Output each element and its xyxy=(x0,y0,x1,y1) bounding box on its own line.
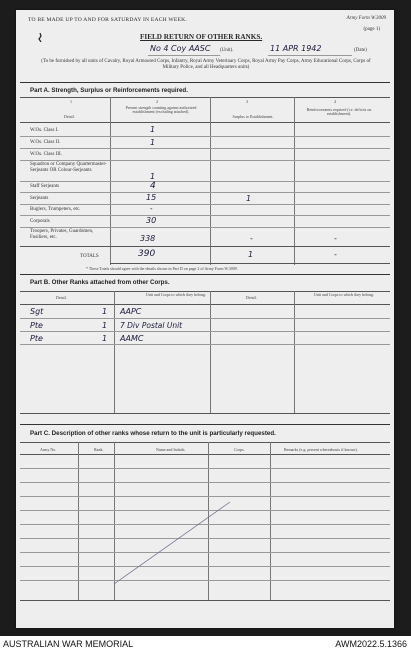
row-unit: AAMC xyxy=(120,334,144,343)
col-header-detail: Detail. xyxy=(56,295,67,300)
row-strength: - xyxy=(150,205,153,213)
row-count: 1 xyxy=(102,334,108,343)
part-c-col-divider xyxy=(270,442,271,600)
row-rule xyxy=(20,318,390,319)
unit-label: (Unit). xyxy=(220,48,234,53)
row-rule xyxy=(20,344,390,345)
row-rule xyxy=(20,227,390,228)
part-c-col-divider xyxy=(78,442,79,600)
part-b-bottom-rule xyxy=(20,413,390,414)
col-number: 4 xyxy=(334,99,336,104)
row-surplus: - xyxy=(250,234,253,243)
col-number: 1 xyxy=(70,99,72,104)
row-detail: Squadron or Company Quartermaster-Serjeants OR Colour-Serjeants xyxy=(30,162,107,173)
col-header-reinforcements: Reinforcements required (i.e. deficits on establishment). xyxy=(306,107,372,117)
totals-strength: 390 xyxy=(138,249,156,259)
form-page xyxy=(16,10,394,628)
part-a-heading: Part A. Strength, Surplus or Reinforcements required. xyxy=(30,87,188,94)
part-a-header-rule xyxy=(20,122,390,123)
part-c-heading: Part C. Description of other ranks whose return to the unit is particularly requested. xyxy=(30,430,276,437)
part-c-table-top xyxy=(20,442,390,443)
row-detail: Serjeants xyxy=(30,196,49,201)
part-a-table-top xyxy=(20,97,390,98)
row-strength: 1 xyxy=(150,172,156,181)
col-header-strength: Present strength counting against authorized establishment (excluding attached). xyxy=(125,105,197,115)
totals-reinforcements: - xyxy=(334,250,337,259)
row-rule xyxy=(20,192,390,193)
row-strength: 338 xyxy=(140,234,156,243)
col-header-surplus: Surplus to Establishment. xyxy=(232,114,274,119)
row-count: 1 xyxy=(102,307,108,316)
row-unit: AAPC xyxy=(120,307,142,316)
row-rank: Pte xyxy=(30,321,43,330)
part-b-heading: Part B. Other Ranks attached from other Corps. xyxy=(30,279,170,286)
date-underline xyxy=(268,55,352,56)
part-b-header-rule xyxy=(20,304,390,305)
row-rank: Sgt xyxy=(30,307,44,316)
row-rule xyxy=(20,204,390,205)
col-header-army-no: Army No. xyxy=(40,447,57,452)
archive-credit: AUSTRALIAN WAR MEMORIAL xyxy=(3,639,134,649)
col-number: 2 xyxy=(156,99,158,104)
part-c-bottom-rule xyxy=(20,600,390,601)
row-detail: Corporals xyxy=(30,219,50,224)
col-header-remarks: Remarks (e.g. present whereabouts if known). xyxy=(284,447,358,452)
col-header-rank: Rank. xyxy=(94,447,104,452)
row-count: 1 xyxy=(102,321,108,330)
row-surplus: 1 xyxy=(246,194,252,203)
row-rule xyxy=(20,246,390,247)
row-detail: W.Os. Class II. xyxy=(30,140,61,145)
totals-rule xyxy=(110,263,390,264)
row-strength: 4 xyxy=(150,181,156,191)
row-reinforcements: - xyxy=(334,234,337,243)
part-c-top-rule xyxy=(20,424,390,425)
instructions-text: (To be furnished by all units of Cavalry, Royal Armoured Corps, Infantry, Royal Army Veterinary Corps, Royal Army Pay Corps, Army Educational Corps, Corps of Military Police, and all Headquarters units) xyxy=(41,59,371,71)
col-header-corps: Corps. xyxy=(234,447,245,452)
totals-label: TOTALS xyxy=(80,254,99,259)
row-detail: W.Os. Class III. xyxy=(30,152,62,157)
accession-number: AWM2022.5.1366 xyxy=(335,639,407,649)
row-rule xyxy=(20,136,390,137)
col-header-detail: Detail. xyxy=(64,114,75,119)
part-c-header-rule xyxy=(20,454,390,455)
form-number: Army Form W.3009 xyxy=(346,16,386,21)
row-rule xyxy=(20,160,390,161)
col-header-unit: Unit and Corps to which they belong. xyxy=(313,292,375,297)
row-unit: 7 Div Postal Unit xyxy=(120,321,183,330)
ink-mark xyxy=(38,29,43,38)
part-b-col-divider xyxy=(210,291,211,413)
date-handwritten: 11 APR 1942 xyxy=(270,44,322,53)
row-detail: Buglers, Trumpeters, etc. xyxy=(30,207,81,212)
row-strength: 15 xyxy=(146,193,157,202)
totals-surplus: 1 xyxy=(248,250,254,259)
unit-handwritten: No 4 Coy AASC xyxy=(150,44,211,53)
part-b-col-divider xyxy=(294,291,295,413)
part-a-top-rule xyxy=(20,82,390,83)
row-rule xyxy=(20,215,390,216)
col-header-name: Name and Initials. xyxy=(156,447,186,452)
part-b-top-rule xyxy=(20,274,390,275)
row-rank: Pte xyxy=(30,334,43,343)
row-rule xyxy=(20,148,390,149)
notice-text: TO BE MADE UP TO AND FOR SATURDAY IN EACH WEEK. xyxy=(28,17,187,23)
part-b-col-divider xyxy=(114,291,115,413)
unit-underline xyxy=(148,55,220,56)
row-rule xyxy=(20,181,390,182)
row-detail: Staff Serjeants xyxy=(30,184,60,189)
col-number: 3 xyxy=(246,99,248,104)
row-rule xyxy=(20,331,390,332)
archive-footer xyxy=(0,636,411,653)
form-title: FIELD RETURN OF OTHER RANKS. xyxy=(140,33,263,41)
date-label: (Date) xyxy=(354,48,367,53)
col-header-detail: Detail. xyxy=(246,295,257,300)
row-detail: W.Os. Class I. xyxy=(30,128,59,133)
row-strength: 1 xyxy=(150,125,156,134)
cancel-stroke xyxy=(112,500,232,586)
row-strength: 30 xyxy=(146,216,157,225)
page-number: (page 1) xyxy=(363,27,380,32)
row-detail: Troopers, Privates, Guardsmen, Fusiliers, etc. xyxy=(30,229,94,240)
col-header-unit: Unit and Corps to which they belong. xyxy=(145,292,207,297)
row-strength: 1 xyxy=(150,138,156,147)
totals-footnote: * These Totals should agree with the details shown in Part D on page 2 of Army Form W.3009. xyxy=(86,266,238,271)
